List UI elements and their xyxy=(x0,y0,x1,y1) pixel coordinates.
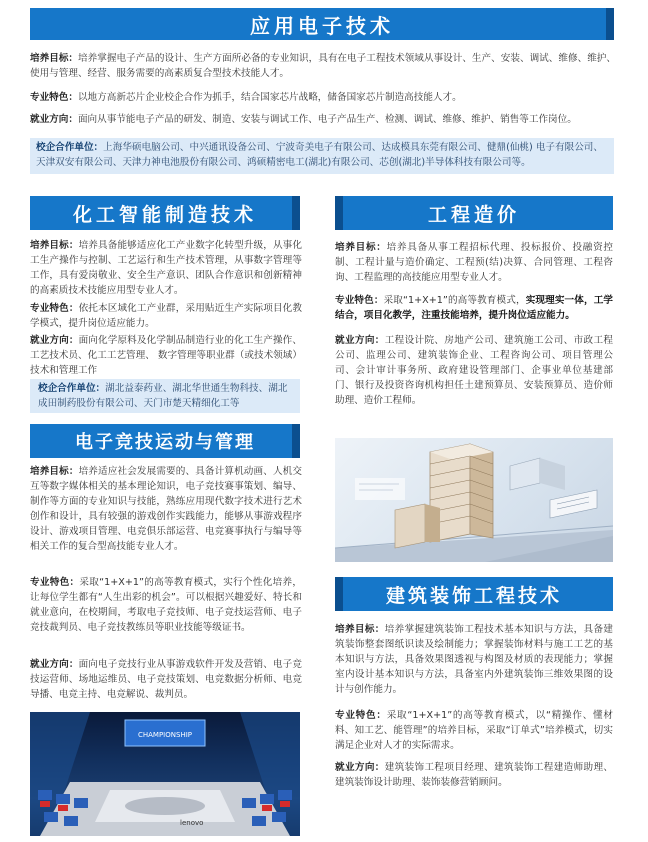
s2-goal: 培养目标：培养具备能够适应化工产业数字化转型升级，从事化工生产操作与控制、工艺运行和生产技术管理，从事数字管理等工作，具有爱岗敬业、安全生产意识、团队合作意识和创新精神的高素质技术技能应用型专业人才。 xyxy=(30,240,302,296)
s3-career: 就业方向：工程设计院、房地产公司、建筑施工公司、市政工程公司、监理公司、建筑装饰企业、工程咨询公司、项目管理公司、会计审计事务所、政府建设管理部门、企事业单位基建部门、银行及投资咨询机构担任土建预算员、安装预算员、造价师助理、造价工程师。 xyxy=(335,335,614,406)
banner-title: 电子竞技运动与管理 xyxy=(75,432,255,453)
s5-goal: 培养目标：培养掌握建筑装饰工程技术基本知识与方法，具备建筑装饰整套图纸识读及绘制能力；掌握装饰材料与施工工艺的基本知识与方法，具备效果图透视与构图及材质的表现能力；掌握室内设计基本知识与方法，具备室内外建筑装饰三维效果图的设计与创作能力。 xyxy=(335,624,614,695)
banner-accent xyxy=(292,424,300,458)
banner-title: 应用电子技术 xyxy=(250,13,394,38)
s4-goal: 培养目标：培养适应社会发展需要的、具备计算机动画、人机交互等数字媒体相关的基本理论知识，电子竞技赛事策划、编导、制作等方面的专业知识与技能，熟练应用现代数字技术进行艺术创作和设计，具有较强的游戏创作实践能力，能够从事游戏程序设计、游戏项目管理、电竞俱乐部运营、电竞赛事执行与编导等相关工作的复合型高技能专业人才。 xyxy=(30,466,302,552)
building-illustration xyxy=(335,438,613,562)
s5-career: 就业方向：建筑装饰工程项目经理、建筑装饰工程建造师助理、建筑装饰设计助理、装饰装修营销顾问。 xyxy=(335,762,614,788)
s1-goal: 培养目标：培养掌握电子产品的设计、生产方面所必备的专业知识，具有在电子工程技术领域从事设计、生产、安装、调试、维修、维护、使用与管理、经营、服务需要的高素质复合型技术技能人才。 xyxy=(30,53,617,79)
esports-arena-photo xyxy=(30,712,300,836)
s3-goal: 培养目标：培养具备从事工程招标代理、投标报价、投融资控制、工程计量与造价确定、工程预(结)决算、合同管理、工程咨询、工程监理的高技能应用型专业人才。 xyxy=(335,242,614,283)
banner-accent xyxy=(606,8,614,40)
s1-coop: 校企合作单位：上海华硕电脑公司、中兴通讯设备公司、宁波奇美电子有限公司、达成模具东莞有限公司、健鼎(仙桃) 电子有限公司、天津双安有限公司、天津力神电池股份有限公司、鸿硕精密电工(湖北)有限公司、芯创(湖北)半导体科技有限公司等。 xyxy=(30,138,614,174)
s5-feature: 专业特色：采取“1+X+1”的高等教育模式，以“精操作、懂材料、知工艺、能管理”的培养目标，采取“订单式”培养模式，切实满足企业对人才的实际需求。 xyxy=(335,710,613,751)
s4-career: 就业方向：面向电子竞技行业从事游戏软件开发及营销、电子竞技运营师、场地运维员、电子竞技策划、电竞数据分析师、电竞导播、电竞主持、电竞解说、裁判员。 xyxy=(30,659,302,700)
banner-accent xyxy=(335,577,343,611)
section-title-chemical xyxy=(30,196,300,230)
section-title-cost-engineering xyxy=(335,196,613,230)
section-title-esports xyxy=(30,424,300,458)
arena-brand-text: lenovo xyxy=(180,819,204,827)
banner-title: 建筑装饰工程技术 xyxy=(385,584,562,607)
s3-feature: 专业特色：采取“1+X+1”的高等教育模式，实现理实一体，工学结合，项目化教学，注重技能培养，提升岗位适应能力。 xyxy=(335,295,614,321)
banner-title: 工程造价 xyxy=(427,203,520,226)
s4-feature: 专业特色：采取“1+X+1”的高等教育模式，实行个性化培养，让每位学生都有“人生出彩的机会”。可以根据兴趣爱好、特长和就业意向，在校期间，考取电子竞技师、电子竞技运营师、电子竞技裁判员、电子竞技教练员等职业技能等级证书。 xyxy=(30,577,303,633)
banner-accent xyxy=(292,196,300,230)
arena-sign-text: CHAMPIONSHIP xyxy=(137,731,193,739)
arena-illustration xyxy=(30,712,300,836)
banner-accent xyxy=(335,196,343,230)
building-model-photo xyxy=(335,438,613,562)
s1-career: 就业方向：面向从事节能电子产品的研发、制造、安装与调试工作、电子产品生产、检测、调试、维修、维护、销售等工作岗位。 xyxy=(30,114,577,125)
s1-feature: 专业特色：以地方高新芯片企业校企合作为抓手，结合国家芯片战略，储备国家芯片制造高技能人才。 xyxy=(30,92,462,103)
s2-coop: 校企合作单位：湖北益泰药业、湖北华世通生物科技、湖北成田制药股份有限公司、天门市楚天精细化工等 xyxy=(30,379,300,413)
section-title-decoration xyxy=(335,577,613,611)
banner-title: 化工智能制造技术 xyxy=(72,203,257,226)
s2-feature: 专业特色：依托本区域化工产业群，采用贴近生产实际项目化教学模式，提升岗位适应能力。 xyxy=(30,303,302,329)
s2-career: 就业方向：面向化学原料及化学制品制造行业的化工生产操作、工艺技术员、化工工艺管理、 数字管理等职业群（或技术领域）技术和管理工作 xyxy=(30,335,302,376)
section-title-applied-electronics xyxy=(30,8,614,40)
